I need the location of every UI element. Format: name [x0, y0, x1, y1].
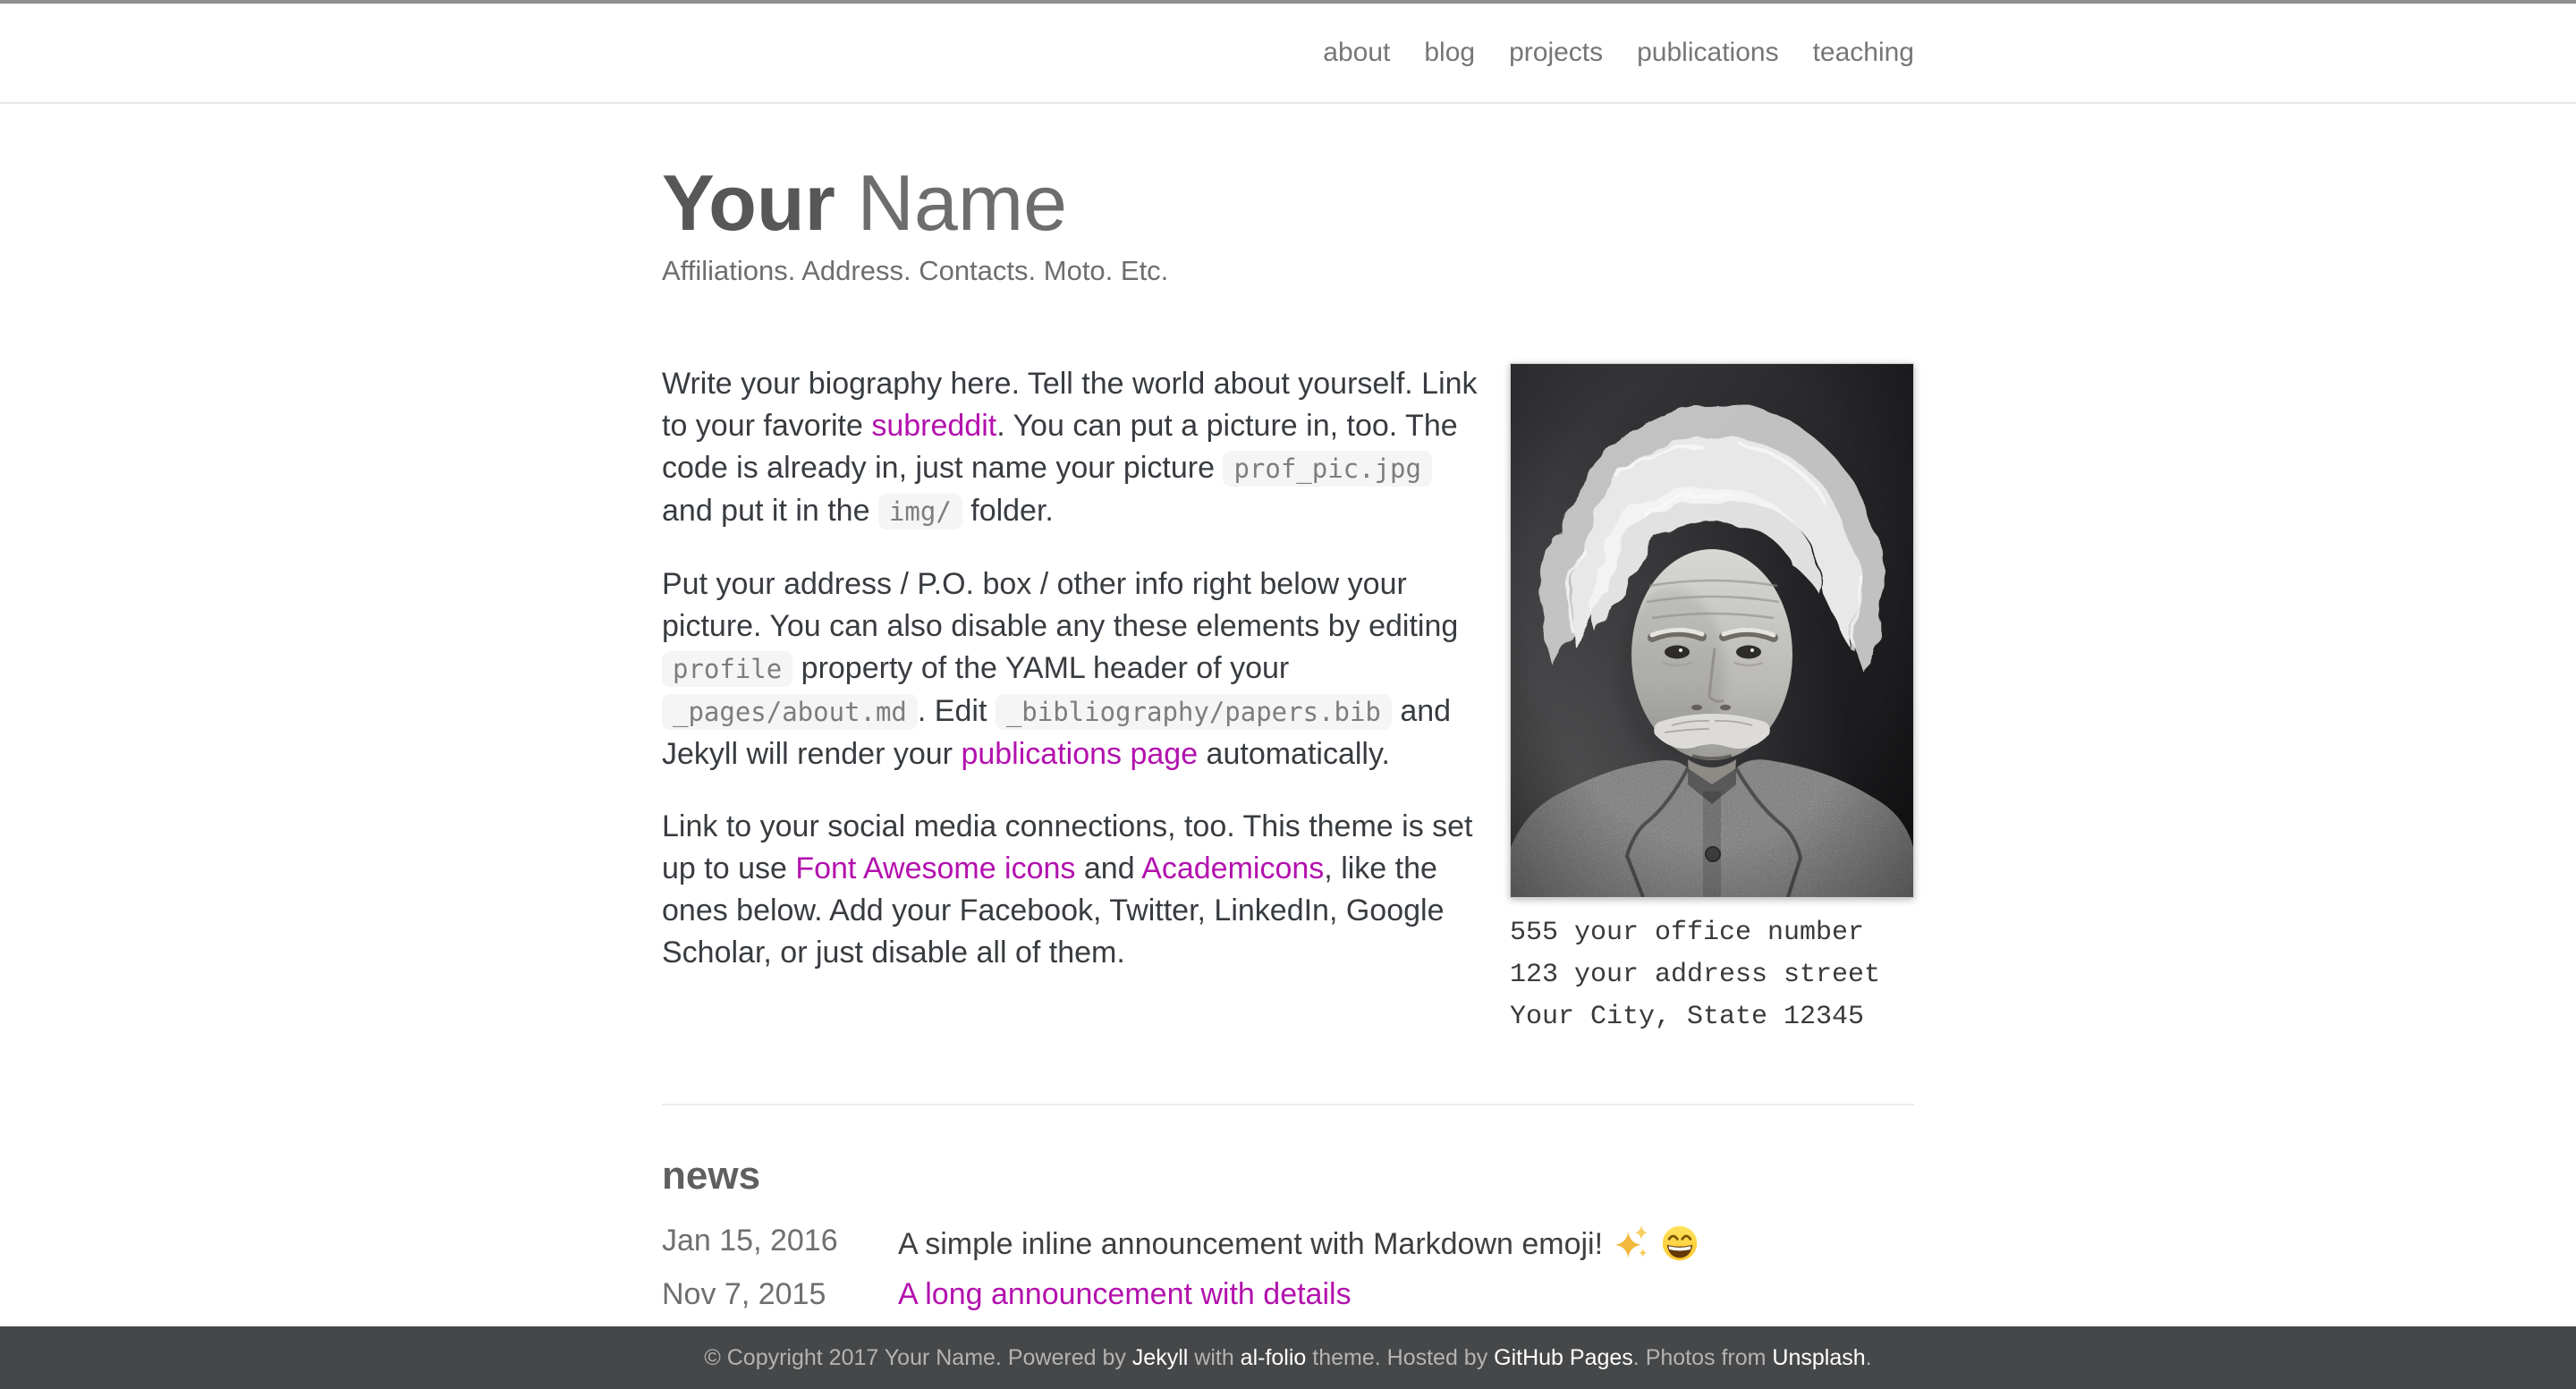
inline-code: prof_pic.jpg — [1223, 451, 1432, 487]
nav-list — [1289, 38, 1914, 68]
footer-link[interactable]: Unsplash — [1772, 1344, 1866, 1370]
inline-code: profile — [662, 651, 792, 687]
nav-link-projects[interactable]: projects — [1509, 38, 1604, 67]
news-row — [662, 1277, 1914, 1331]
page-title-last: Name — [857, 158, 1068, 247]
inline-code: _bibliography/papers.bib — [996, 694, 1392, 730]
nav-item-teaching — [1813, 38, 1914, 68]
footer-text-run: theme. Hosted by — [1306, 1344, 1495, 1370]
inline-code: _pages/about.md — [662, 694, 918, 730]
news-heading: news — [662, 1154, 761, 1198]
bio-text-run: and put it in the — [662, 494, 878, 529]
news-list — [662, 1224, 1914, 1331]
navbar — [0, 4, 2576, 104]
page-title-first: Your — [662, 158, 835, 247]
footer-text — [704, 1345, 1871, 1371]
bio-link[interactable]: Academicons — [1141, 851, 1325, 886]
news-date: Nov 7, 2015 — [662, 1277, 826, 1312]
footer-text-run: . — [1865, 1344, 1872, 1370]
footer-link[interactable]: GitHub Pages — [1494, 1344, 1633, 1370]
bio-text-run: automatically. — [1198, 737, 1390, 772]
bio-text-run: and — [1075, 851, 1142, 886]
nav-link-publications[interactable]: publications — [1637, 38, 1779, 67]
nav-item-blog — [1424, 38, 1475, 68]
bio-text-run: Write your biography here. Tell the world about yourself. Link to your favorite — [662, 367, 1478, 444]
inline-code: img/ — [878, 494, 962, 529]
nav-item-about — [1323, 38, 1390, 68]
news-date: Jan 15, 2016 — [662, 1224, 838, 1258]
site-footer — [0, 1326, 2576, 1389]
bio-text-run: . You can put a picture in, too. The code is already in, just name your picture — [662, 409, 1458, 486]
news-text — [898, 1224, 1914, 1263]
footer-text-run: with — [1188, 1344, 1241, 1370]
profile-column — [1510, 363, 1914, 1038]
nav-link-about[interactable]: about — [1323, 38, 1391, 67]
bio-link[interactable]: Font Awesome icons — [795, 851, 1076, 886]
address-line: 555 your office number — [1510, 918, 1865, 949]
bio-link[interactable]: subreddit — [871, 409, 997, 444]
bio-link[interactable]: publications page — [961, 737, 1199, 772]
page-subtitle: Affiliations. Address. Contacts. Moto. Etc. — [662, 255, 1169, 287]
nav-link-blog[interactable]: blog — [1424, 38, 1476, 67]
footer-link[interactable]: Jekyll — [1131, 1344, 1189, 1370]
bio-text-run: and Jekyll will render your — [662, 694, 1452, 772]
news-announcement: A simple inline announcement with Markdown emoji! — [898, 1227, 1604, 1262]
nav-item-publications — [1637, 38, 1778, 68]
bio-text-run: Link to your social media connections, too. This theme is set up to use — [662, 809, 1473, 886]
profile-photo — [1510, 363, 1914, 898]
bio-text-run: . Edit — [917, 694, 996, 729]
news-row — [662, 1224, 1914, 1277]
profile-address — [1510, 912, 1914, 1038]
bio-text-run: folder. — [962, 494, 1054, 529]
page-title — [662, 157, 1914, 248]
nav-link-teaching[interactable]: teaching — [1812, 38, 1914, 67]
footer-text-run: © Copyright 2017 Your Name. Powered by — [704, 1344, 1132, 1370]
section-divider — [662, 1104, 1914, 1105]
bio-text-run: Put your address / P.O. box / other info right below your picture. You can also disable any these elements by editing — [662, 567, 1459, 644]
bio-text-run: , like the ones below. Add your Facebook, Twitter, LinkedIn, Google Scholar, or just disable all of them. — [662, 851, 1445, 970]
nav-item-projects — [1509, 38, 1603, 68]
news-section — [662, 1154, 1914, 1331]
news-text — [898, 1277, 1914, 1312]
news-announcement-link[interactable]: A long announcement with details — [898, 1277, 1352, 1312]
address-line: 123 your address street — [1510, 960, 1881, 991]
footer-text-run: . Photos from — [1632, 1344, 1773, 1370]
sparkles-emoji-icon — [1612, 1224, 1651, 1263]
bio-section — [662, 363, 1914, 1043]
page-header — [662, 157, 1914, 287]
address-line: Your City, State 12345 — [1510, 1002, 1865, 1033]
bio-text-run: property of the YAML header of your — [792, 651, 1290, 686]
grinning-emoji-icon — [1660, 1224, 1699, 1263]
footer-link[interactable]: al-folio — [1240, 1344, 1307, 1370]
